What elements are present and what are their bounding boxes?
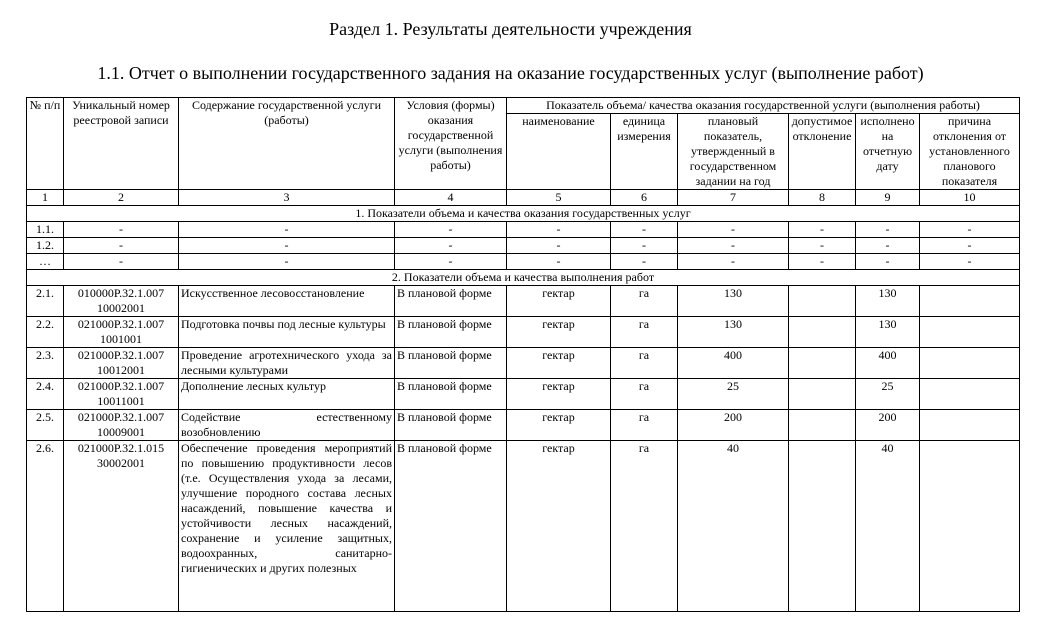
content-cell: Обеспечение проведения мероприятий по повышению продуктивности лесов (т.е. Осуществления ухода за лесами, улучшение породного состава лесных насаждений, повышение качества и устойчивости лесных насаждений, сохранение и усиление защитных, водоохранных, санитарно-гигиенических и других полезных bbox=[179, 441, 395, 612]
cell: - bbox=[64, 222, 179, 238]
table-row bbox=[27, 286, 1020, 317]
table-row bbox=[27, 410, 1020, 441]
header-planned: плановый показатель, утвержденный в государственном задании на год bbox=[678, 114, 789, 190]
registry-cell: 021000Р.32.1.007 10012001 bbox=[64, 348, 179, 379]
cell: - bbox=[611, 254, 678, 270]
cell: - bbox=[678, 222, 789, 238]
column-number: 4 bbox=[395, 190, 507, 206]
actual-cell: 40 bbox=[856, 441, 920, 612]
column-number: 7 bbox=[678, 190, 789, 206]
conditions-cell: В плановой форме bbox=[395, 410, 507, 441]
column-number: 8 bbox=[789, 190, 856, 206]
column-number: 3 bbox=[179, 190, 395, 206]
row-num: 1.2. bbox=[27, 238, 64, 254]
row-num: 2.5. bbox=[27, 410, 64, 441]
column-number: 9 bbox=[856, 190, 920, 206]
header-actual: исполнено на отчетную дату bbox=[856, 114, 920, 190]
header-num: № п/п bbox=[27, 98, 64, 190]
cell: - bbox=[789, 238, 856, 254]
content-cell: Дополнение лесных культур bbox=[179, 379, 395, 410]
reason-cell bbox=[920, 348, 1020, 379]
header-conditions: Условия (формы) оказания государственной услуги (выполнения работы) bbox=[395, 98, 507, 190]
cell: - bbox=[179, 238, 395, 254]
cell: - bbox=[507, 222, 611, 238]
cell: - bbox=[611, 222, 678, 238]
cell: - bbox=[179, 254, 395, 270]
allowed-dev-cell bbox=[789, 441, 856, 612]
table-row bbox=[27, 238, 1020, 254]
actual-cell: 25 bbox=[856, 379, 920, 410]
registry-cell: 021000Р.32.1.015 30002001 bbox=[64, 441, 179, 612]
row-num: 2.6. bbox=[27, 441, 64, 612]
content-cell: Искусственное лесовосстановление bbox=[179, 286, 395, 317]
column-number: 10 bbox=[920, 190, 1020, 206]
cell: - bbox=[789, 222, 856, 238]
planned-cell: 130 bbox=[678, 286, 789, 317]
table-row bbox=[27, 441, 1020, 612]
registry-cell: 021000Р.32.1.007 10009001 bbox=[64, 410, 179, 441]
planned-cell: 400 bbox=[678, 348, 789, 379]
conditions-cell: В плановой форме bbox=[395, 348, 507, 379]
planned-cell: 130 bbox=[678, 317, 789, 348]
cell: - bbox=[920, 222, 1020, 238]
planned-cell: 25 bbox=[678, 379, 789, 410]
actual-cell: 400 bbox=[856, 348, 920, 379]
actual-cell: 130 bbox=[856, 317, 920, 348]
content-cell: Проведение агротехнического ухода за лесными культурами bbox=[179, 348, 395, 379]
section2-title-row bbox=[27, 270, 1020, 286]
allowed-dev-cell bbox=[789, 286, 856, 317]
name-cell: гектар bbox=[507, 286, 611, 317]
header-allowed-dev: допустимое отклонение bbox=[789, 114, 856, 190]
cell: - bbox=[395, 222, 507, 238]
header-name: наименование bbox=[507, 114, 611, 190]
unit-cell: га bbox=[611, 286, 678, 317]
header-unit: единица измерения bbox=[611, 114, 678, 190]
header-content: Содержание государственной услуги (работы) bbox=[179, 98, 395, 190]
header-registry: Уникальный номер реестровой записи bbox=[64, 98, 179, 190]
table-row bbox=[27, 317, 1020, 348]
conditions-cell: В плановой форме bbox=[395, 286, 507, 317]
conditions-cell: В плановой форме bbox=[395, 441, 507, 612]
column-number: 5 bbox=[507, 190, 611, 206]
cell: - bbox=[395, 254, 507, 270]
cell: - bbox=[789, 254, 856, 270]
column-number: 6 bbox=[611, 190, 678, 206]
actual-cell: 130 bbox=[856, 286, 920, 317]
section1-title: 1. Показатели объема и качества оказания государственных услуг bbox=[27, 206, 1020, 222]
unit-cell: га bbox=[611, 348, 678, 379]
cell: - bbox=[920, 254, 1020, 270]
cell: - bbox=[611, 238, 678, 254]
content-cell: Подготовка почвы под лесные культуры bbox=[179, 317, 395, 348]
reason-cell bbox=[920, 317, 1020, 348]
unit-cell: га bbox=[611, 441, 678, 612]
cell: - bbox=[395, 238, 507, 254]
conditions-cell: В плановой форме bbox=[395, 379, 507, 410]
reason-cell bbox=[920, 410, 1020, 441]
cell: - bbox=[678, 254, 789, 270]
content-cell: Содействие естественному возобновлению bbox=[179, 410, 395, 441]
conditions-cell: В плановой форме bbox=[395, 317, 507, 348]
row-num: 2.4. bbox=[27, 379, 64, 410]
section2-title: 2. Показатели объема и качества выполнения работ bbox=[27, 270, 1020, 286]
cell: - bbox=[856, 254, 920, 270]
cell: - bbox=[856, 238, 920, 254]
planned-cell: 40 bbox=[678, 441, 789, 612]
report-table bbox=[26, 97, 1020, 612]
row-num: 1.1. bbox=[27, 222, 64, 238]
reason-cell bbox=[920, 286, 1020, 317]
reason-cell bbox=[920, 379, 1020, 410]
name-cell: гектар bbox=[507, 379, 611, 410]
cell: - bbox=[856, 222, 920, 238]
row-num: 2.1. bbox=[27, 286, 64, 317]
reason-cell bbox=[920, 441, 1020, 612]
planned-cell: 200 bbox=[678, 410, 789, 441]
cell: - bbox=[507, 254, 611, 270]
name-cell: гектар bbox=[507, 410, 611, 441]
cell: - bbox=[64, 254, 179, 270]
allowed-dev-cell bbox=[789, 317, 856, 348]
header-row-1 bbox=[27, 98, 1020, 114]
column-number-row bbox=[27, 190, 1020, 206]
table-row bbox=[27, 254, 1020, 270]
table-row bbox=[27, 379, 1020, 410]
table-row bbox=[27, 348, 1020, 379]
header-indicator-group: Показатель объема/ качества оказания государственной услуги (выполнения работы) bbox=[507, 98, 1020, 114]
name-cell: гектар bbox=[507, 317, 611, 348]
unit-cell: га bbox=[611, 379, 678, 410]
cell: - bbox=[507, 238, 611, 254]
unit-cell: га bbox=[611, 317, 678, 348]
name-cell: гектар bbox=[507, 348, 611, 379]
cell: - bbox=[678, 238, 789, 254]
cell: - bbox=[920, 238, 1020, 254]
row-num: … bbox=[27, 254, 64, 270]
header-reason: причина отклонения от установленного планового показателя bbox=[920, 114, 1020, 190]
row-num: 2.2. bbox=[27, 317, 64, 348]
unit-cell: га bbox=[611, 410, 678, 441]
section1-title-row bbox=[27, 206, 1020, 222]
column-number: 1 bbox=[27, 190, 64, 206]
registry-cell: 021000Р.32.1.007 10011001 bbox=[64, 379, 179, 410]
cell: - bbox=[179, 222, 395, 238]
registry-cell: 010000Р.32.1.007 10002001 bbox=[64, 286, 179, 317]
column-number: 2 bbox=[64, 190, 179, 206]
cell: - bbox=[64, 238, 179, 254]
allowed-dev-cell bbox=[789, 410, 856, 441]
actual-cell: 200 bbox=[856, 410, 920, 441]
name-cell: гектар bbox=[507, 441, 611, 612]
registry-cell: 021000Р.32.1.007 1001001 bbox=[64, 317, 179, 348]
allowed-dev-cell bbox=[789, 379, 856, 410]
allowed-dev-cell bbox=[789, 348, 856, 379]
report-title: 1.1. Отчет о выполнении государственного задания на оказание государственных услуг (выполнение работ) bbox=[97, 63, 924, 83]
section-title: Раздел 1. Результаты деятельности учреждения bbox=[329, 19, 692, 39]
table-row bbox=[27, 222, 1020, 238]
row-num: 2.3. bbox=[27, 348, 64, 379]
